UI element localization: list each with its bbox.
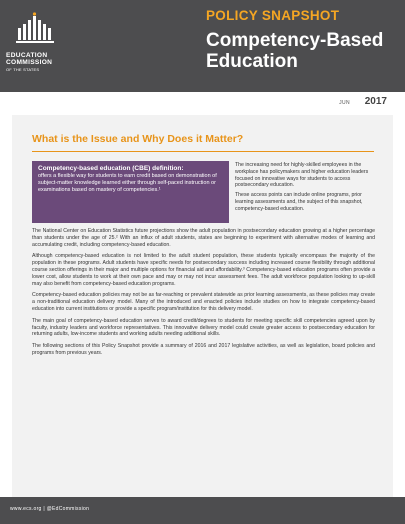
date-bar — [0, 92, 405, 114]
publication-year: 2017 — [364, 96, 387, 107]
publication-month: JUN — [339, 100, 350, 106]
header-banner — [0, 0, 405, 92]
series-label: POLICY SNAPSHOT — [206, 8, 340, 23]
body-text — [32, 228, 375, 362]
capitol-columns-icon — [16, 12, 56, 44]
definition-callout — [32, 161, 229, 223]
logo-line-2: COMMISSION — [6, 59, 53, 67]
intro-column — [235, 162, 375, 213]
logo-line-3: OF THE STATES — [6, 66, 40, 72]
intro-paragraph: The increasing need for highly-skilled employees in the workplace has policymakers and higher education leaders focused on innovative ways for students to access postsecondary education. — [235, 162, 369, 189]
body-paragraph: The following sections of this Policy Snapshot provide a summary of 2016 and 2017 legislative activities, as well as legislation, board policies and programs from previous years. — [32, 343, 375, 356]
heading-divider — [32, 151, 374, 152]
body-paragraph: The main goal of competency-based education serves to award credit/degrees to students for meeting specific skill competencies agreed upon by faculty, industry leaders and workforce representatives. This innovative delivery model could create greater access to postsecondary education for returning adults, low-income students and working adults needing additional skills. — [32, 317, 375, 338]
footer-links[interactable]: www.ecs.org | @EdCommission — [10, 506, 90, 512]
logo-wordmark — [6, 52, 66, 73]
body-paragraph: Competency-based education policies may not be as far-reaching or prevalent statewide as prior learning assessments, as these policies may create a non-traditional education delivery model. Many of the introduced and enacted policies include studies on how to integrate competency-based education into current institutions or provide a specific program/institution for this delivery model. — [32, 292, 375, 312]
ecs-logo[interactable] — [6, 8, 66, 84]
callout-definition: offers a flexible way for students to earn credit based on demonstration of subject-matter knowledge learned either through self-paced instruction or examinations based on mastery of competencies.¹ — [38, 173, 217, 193]
page-title: Competency-Based Education — [206, 30, 384, 72]
logo-line-1: EDUCATION — [6, 52, 48, 59]
section-heading: What is the Issue and Why Does it Matter? — [32, 133, 244, 145]
content-panel — [12, 115, 393, 497]
body-paragraph: The National Center on Education Statistics future projections show the adult population in postsecondary education growing at a higher percentage than students under the age of 25.² With an influx of adult students, states are beginning to experiment with alternative modes of learning and accumulating credit, including competency-based education. — [32, 228, 375, 248]
callout-term: Competency-based education (CBE) definition: — [38, 165, 184, 172]
intro-paragraph: These access points can include online programs, prior learning assessments and, the subject of this snapshot, competency-based education. — [235, 192, 363, 212]
footer-bar — [0, 497, 405, 524]
body-paragraph: Although competency-based education is not limited to the adult student population, these students typically encompass the majority of the population in these programs. Adult students have specific needs for postsecondary success including increased course flexibility through additional course section offerings in their major and multiple options for financial aid and affordability.³ Competency-based education programs often provide a lower cost, allow students to work at their own pace and may or may not incur assessment fees. The adult workforce population looking to up-skill may also benefit from competency-based education programs. — [32, 253, 375, 287]
